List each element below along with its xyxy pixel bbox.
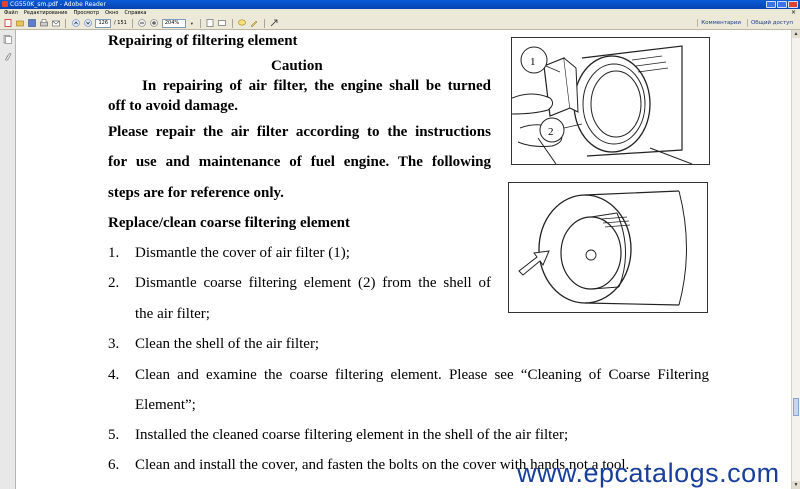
email-icon[interactable]: [51, 19, 60, 28]
toolbar-separator: [232, 19, 233, 28]
menu-window[interactable]: Окно: [105, 10, 119, 16]
paragraph-line-1: Please repair the air filter according to the instructions: [108, 124, 491, 140]
zoom-in-icon[interactable]: [150, 19, 159, 28]
toolbar-right-group: [697, 19, 796, 27]
window-title: CG550K_sm.pdf - Adobe Reader: [10, 1, 106, 8]
menu-help[interactable]: Справка: [124, 10, 147, 16]
close-document-icon[interactable]: ×: [790, 9, 796, 16]
title-bar: [0, 0, 800, 9]
step-number: 2.: [108, 275, 120, 291]
step-text: Clean and examine the coarse filtering element. Please see “Cleaning of Coarse Filtering: [135, 367, 709, 383]
step-text-continued: Element”;: [135, 397, 196, 413]
pages-panel-icon[interactable]: [3, 35, 12, 44]
step-number: 5.: [108, 427, 120, 443]
step-text: Clean and install the cover, and fasten the bolts on the cover with hands not a tool.: [135, 457, 630, 473]
maximize-button[interactable]: [777, 1, 787, 8]
previous-page-icon[interactable]: [71, 19, 80, 28]
section-title: Repairing of filtering element: [108, 33, 298, 49]
scroll-up-icon[interactable]: ▲: [793, 31, 799, 37]
zoom-dropdown-chevron-icon[interactable]: ▼: [189, 20, 194, 26]
document-page: [17, 30, 791, 489]
create-pdf-icon[interactable]: [3, 19, 12, 28]
page-number-input[interactable]: 126: [95, 19, 111, 28]
zoom-level-input[interactable]: 204%: [162, 19, 186, 28]
menu-view[interactable]: Просмотр: [73, 10, 100, 16]
menu-bar: [0, 9, 800, 17]
fit-page-icon[interactable]: [206, 19, 215, 28]
step-number: 6.: [108, 457, 120, 473]
vertical-scrollbar[interactable]: [791, 30, 800, 489]
step-number: 3.: [108, 336, 120, 352]
step-number: 4.: [108, 367, 120, 383]
scroll-down-icon[interactable]: ▼: [793, 482, 799, 488]
next-page-icon[interactable]: [83, 19, 92, 28]
callout-1-label: 1: [530, 56, 536, 68]
paragraph-line-3: steps are for reference only.: [108, 185, 284, 201]
highlight-icon[interactable]: [250, 19, 259, 28]
step-text: Dismantle coarse filtering element (2) from the shell of: [135, 275, 491, 291]
zoom-out-icon[interactable]: [138, 19, 147, 28]
menu-file[interactable]: Файл: [4, 10, 18, 16]
toolbar: [0, 17, 800, 30]
minimize-button[interactable]: [766, 1, 776, 8]
navigation-pane: [0, 30, 16, 489]
window-controls: [766, 1, 798, 8]
print-icon[interactable]: [39, 19, 48, 28]
step-text: Clean the shell of the air filter;: [135, 336, 320, 352]
save-icon[interactable]: [27, 19, 36, 28]
attachments-panel-icon[interactable]: [3, 52, 12, 61]
caution-title: Caution: [271, 58, 323, 74]
air-filter-cover-figure: [511, 37, 710, 165]
step-text: Dismantle the cover of air filter (1);: [135, 245, 350, 261]
menu-edit[interactable]: Редактирование: [23, 10, 68, 16]
share-button[interactable]: Общий доступ: [747, 19, 796, 27]
paragraph-line-2: for use and maintenance of fuel engine. The following: [108, 154, 491, 170]
toolbar-separator: [264, 19, 265, 28]
toolbar-separator: [132, 19, 133, 28]
callout-2-label: 2: [548, 126, 554, 138]
coarse-filter-element-figure: [508, 182, 708, 313]
adobe-reader-icon: [2, 1, 8, 7]
comment-icon[interactable]: [238, 19, 247, 28]
page-total-label: / 151: [114, 20, 127, 26]
close-button[interactable]: [788, 1, 798, 8]
caution-text-line-2: off to avoid damage.: [108, 98, 238, 114]
step-number: 1.: [108, 245, 120, 261]
toolbar-separator: [200, 19, 201, 28]
scrollbar-thumb[interactable]: [793, 398, 799, 416]
comments-button[interactable]: Комментарии: [697, 19, 744, 27]
sub-heading: Replace/clean coarse filtering element: [108, 215, 350, 231]
open-icon[interactable]: [15, 19, 24, 28]
watermark-text: www.epcatalogs.com: [517, 458, 780, 488]
caution-text-line-1: In repairing of air filter, the engine shall be turned: [142, 78, 491, 94]
step-text-continued: the air filter;: [135, 306, 210, 322]
toolbar-separator: [65, 19, 66, 28]
step-text: Installed the cleaned coarse filtering element in the shell of the air filter;: [135, 427, 569, 443]
fit-width-icon[interactable]: [218, 19, 227, 28]
expand-icon[interactable]: [270, 19, 279, 28]
